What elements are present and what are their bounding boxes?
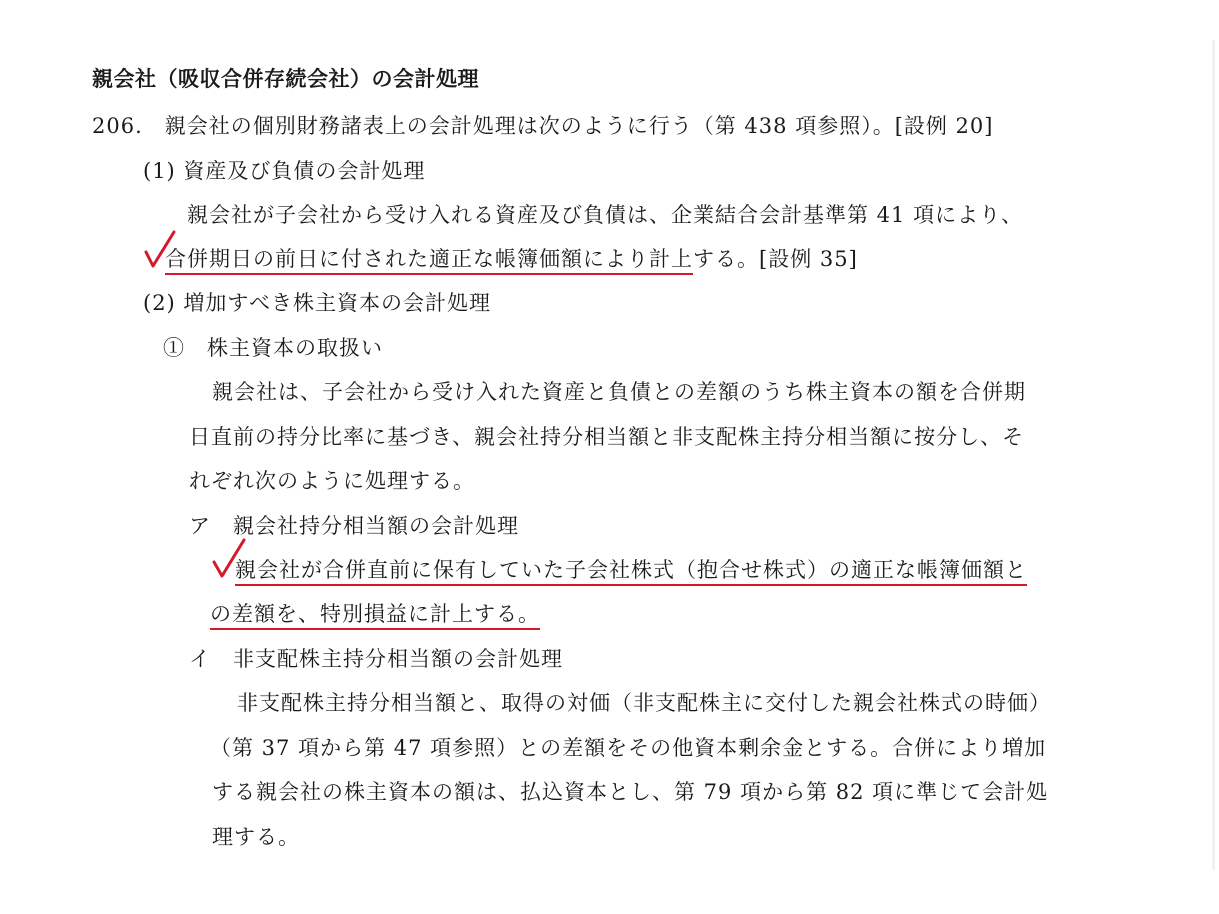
item-1-body-line2: 日直前の持分比率に基づき、親会社持分相当額と非支配株主持分相当額に按分し、そ	[189, 425, 1025, 449]
underlined-text: の差額を、特別損益に計上する。	[210, 602, 540, 630]
subsection-2-title: (2) 増加すべき株主資本の会計処理	[143, 291, 492, 315]
subsection-1-body-line2	[165, 244, 858, 274]
item-1-body-line3: れぞれ次のように処理する。	[189, 469, 475, 493]
item-a-body-line2	[210, 599, 540, 629]
page-edge-divider	[1212, 40, 1215, 870]
item-a-body-line1	[235, 555, 1027, 585]
body-text: する。[設例 35]	[693, 247, 858, 271]
item-b-body-line2: （第 37 項から第 47 項参照）との差額をその他資本剰余金とする。合併により増加	[210, 736, 1047, 760]
item-1-body-line1: 親会社は、子会社から受け入れた資産と負債との差額のうち株主資本の額を合併期	[212, 380, 1026, 404]
paragraph-206: 206. 親会社の個別財務諸表上の会計処理は次のように行う（第 438 項参照）。[設例 20]	[92, 114, 994, 138]
item-b-body-line3: する親会社の株主資本の額は、払込資本とし、第 79 項から第 82 項に準じて会計処	[212, 780, 1049, 804]
underlined-text: 親会社が合併直前に保有していた子会社株式（抱合せ株式）の適正な帳簿価額と	[235, 558, 1027, 586]
item-b-body-line1: 非支配株主持分相当額と、取得の対価（非支配株主に交付した親会社株式の時価）	[237, 691, 1051, 715]
item-1-title: ① 株主資本の取扱い	[163, 336, 383, 360]
subsection-1-title: (1) 資産及び負債の会計処理	[143, 159, 426, 183]
subsection-1-body-line1: 親会社が子会社から受け入れる資産及び負債は、企業結合会計基準第 41 項により、	[187, 203, 1024, 227]
underlined-text: 合併期日の前日に付された適正な帳簿価額により計上	[165, 247, 693, 275]
item-b-title: イ 非支配株主持分相当額の会計処理	[189, 647, 563, 671]
section-heading: 親会社（吸収合併存続会社）の会計処理	[92, 67, 479, 91]
item-b-body-line4: 理する。	[212, 825, 300, 849]
item-a-title: ア 親会社持分相当額の会計処理	[189, 514, 519, 538]
